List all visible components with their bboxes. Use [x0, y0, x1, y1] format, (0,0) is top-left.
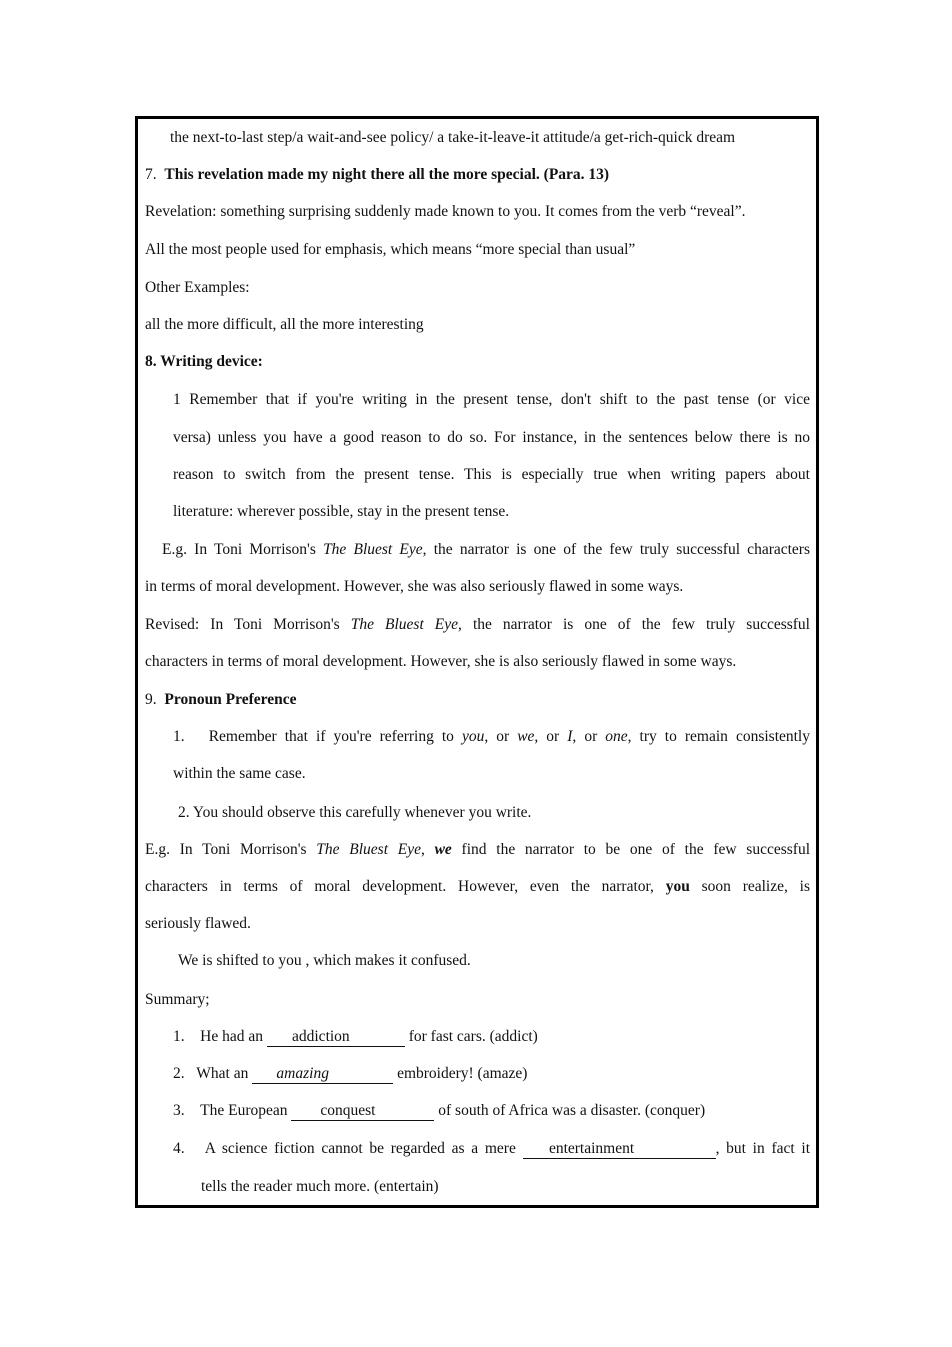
- tense-paragraph-line-3: reason to switch from the present tense. This is especially true when writing papers about: [173, 466, 810, 483]
- other-examples-label: Other Examples:: [145, 279, 250, 296]
- tense-paragraph-line-1: 1 Remember that if you're writing in the present tense, don't shift to the past tense (or vice: [173, 391, 810, 408]
- pronoun-point-2: 2. You should observe this carefully whenever you write.: [178, 804, 532, 821]
- summary-item-4-line-2: tells the reader much more. (entertain): [201, 1178, 439, 1195]
- summary-item-4-line-1: 4. A science fiction cannot be regarded as a mere entertainment , but in fact it: [173, 1140, 811, 1157]
- book-title: The Bluest Eye: [316, 841, 421, 858]
- summary-item-3: 3. The European conquest of south of Africa was a disaster. (conquer): [173, 1102, 706, 1119]
- example-1-line-2: in terms of moral development. However, she was also seriously flawed in some ways.: [145, 578, 684, 595]
- revised-line-1: Revised: In Toni Morrison's The Bluest Eye, the narrator is one of the few truly successful: [145, 616, 810, 633]
- example-2-line-3: seriously flawed.: [145, 915, 251, 932]
- pronoun-point-1-line-2: within the same case.: [173, 765, 306, 782]
- section-7-heading: [145, 165, 609, 185]
- emphasis-note: All the most people used for emphasis, which means “more special than usual”: [145, 241, 636, 258]
- summary-label: Summary;: [145, 991, 210, 1008]
- tense-paragraph-line-4: literature: wherever possible, stay in the present tense.: [173, 503, 510, 520]
- example-2-line-2: characters in terms of moral development. However, even the narrator, you soon realize, is: [145, 878, 810, 895]
- answer-blank: addiction: [267, 1028, 405, 1047]
- summary-item-2: 2. What an amazing embroidery! (amaze): [173, 1065, 528, 1082]
- example-1-line-1: E.g. In Toni Morrison's The Bluest Eye, the narrator is one of the few truly successful characters: [162, 541, 810, 558]
- other-examples-text: all the more difficult, all the more interesting: [145, 316, 424, 333]
- book-title: The Bluest Eye: [350, 616, 459, 633]
- section-9-heading: [145, 690, 297, 710]
- tense-paragraph-line-2: versa) unless you have a good reason to do so. For instance, in the sentences below there is no: [173, 429, 810, 446]
- section-9-title: Pronoun Preference: [164, 691, 297, 708]
- pronoun-we: we: [434, 841, 452, 858]
- answer-blank: entertainment: [523, 1140, 716, 1159]
- revelation-definition: Revelation: something surprising suddenly made known to you. It comes from the verb “reveal”.: [145, 203, 746, 220]
- expressions-line: the next-to-last step/a wait-and-see policy/ a take-it-leave-it attitude/a get-rich-quick dream: [170, 129, 736, 146]
- revised-line-2: characters in terms of moral development. However, she is also seriously flawed in some ways.: [145, 653, 737, 670]
- pronoun-point-1-line-1: 1. Remember that if you're referring to you, or we, or I, or one, try to remain consistently: [173, 728, 810, 745]
- summary-item-1: 1. He had an addiction for fast cars. (addict): [173, 1028, 538, 1045]
- section-8-heading: 8. Writing device:: [145, 353, 263, 370]
- section-9-number: 9.: [145, 691, 157, 708]
- section-7-number: 7.: [145, 166, 157, 183]
- example-2-line-1: E.g. In Toni Morrison's The Bluest Eye, we find the narrator to be one of the few successful: [145, 841, 810, 858]
- pronoun-you: you: [665, 878, 690, 895]
- book-title: The Bluest Eye: [323, 541, 423, 558]
- shift-note: We is shifted to you , which makes it confused.: [178, 952, 471, 969]
- section-7-title: This revelation made my night there all the more special. (Para. 13): [164, 166, 610, 183]
- answer-blank: conquest: [291, 1102, 434, 1121]
- answer-blank: amazing: [252, 1065, 393, 1084]
